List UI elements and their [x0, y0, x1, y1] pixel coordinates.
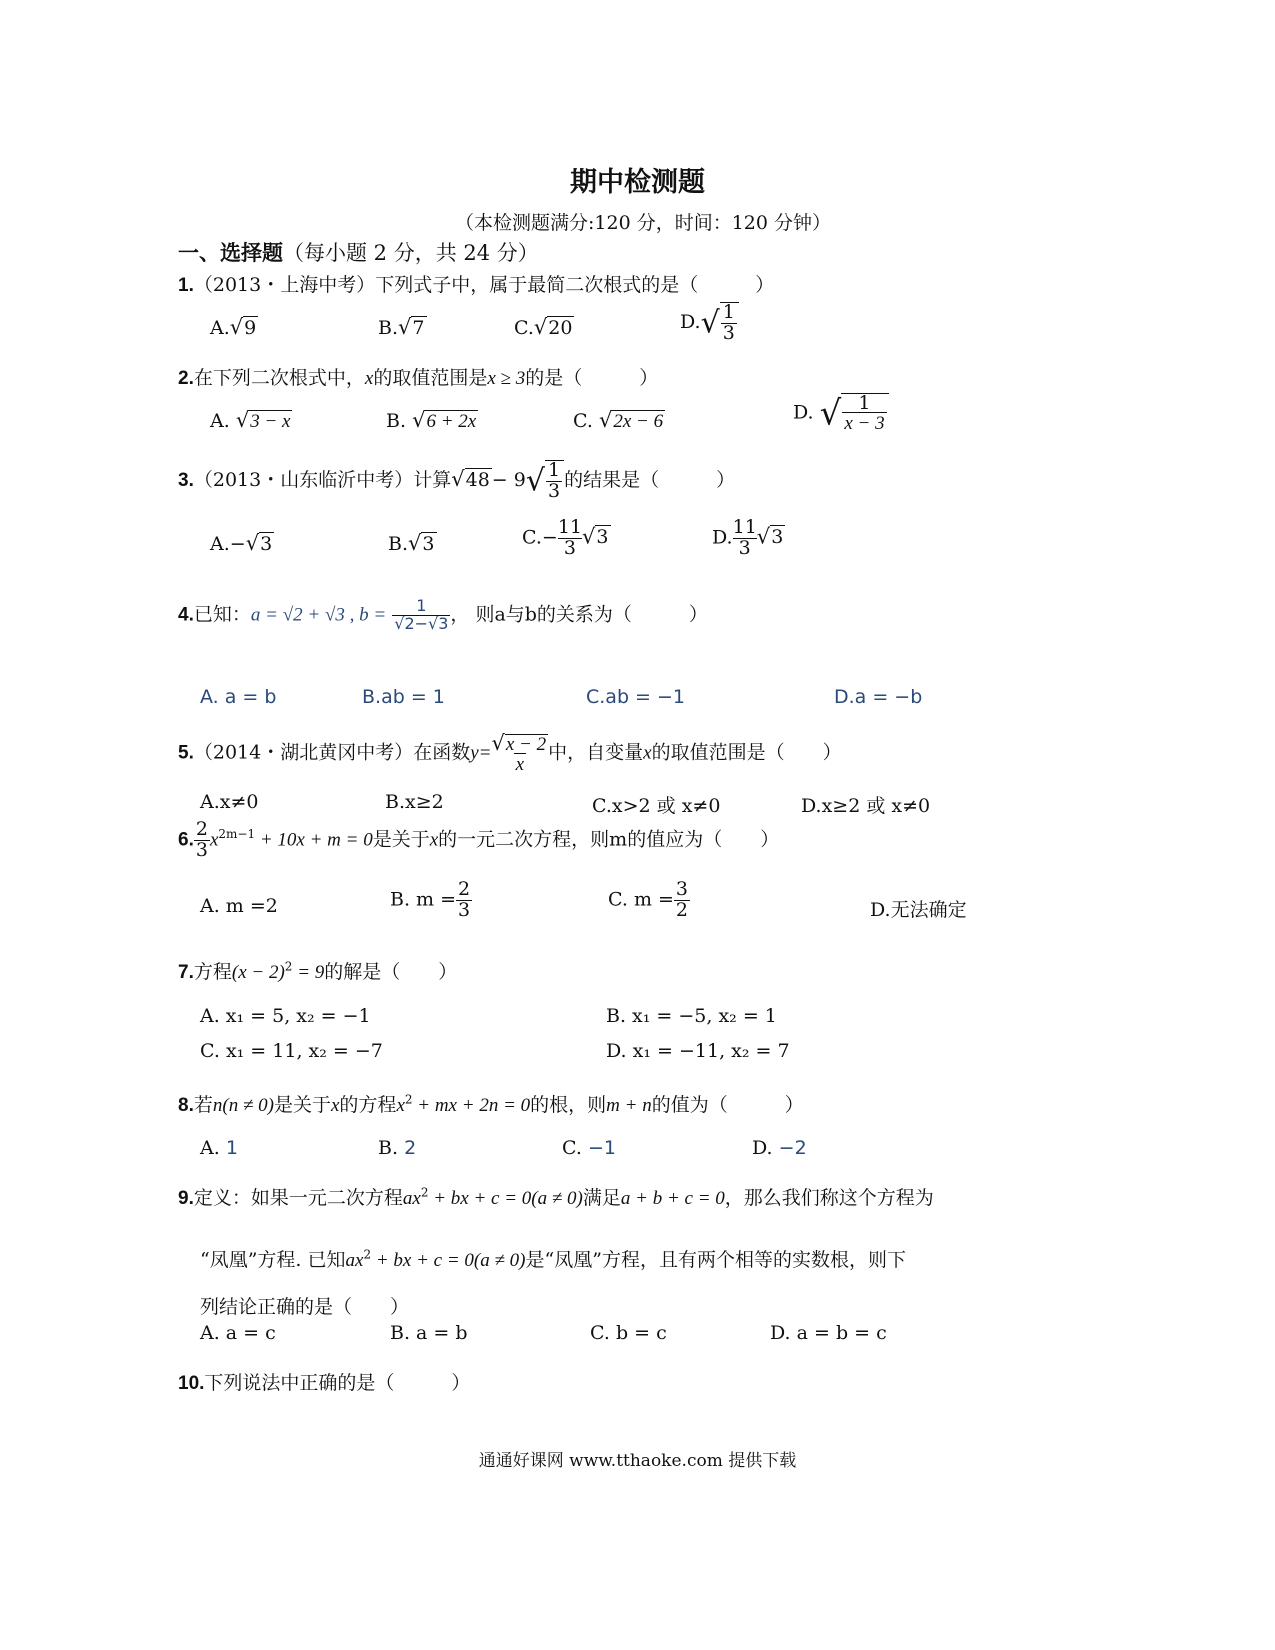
q4-option-d: D.a = −b	[834, 686, 923, 708]
radicand: 20	[548, 317, 573, 339]
question-text: 的根，则	[530, 1094, 607, 1116]
q3-option-c: C.− $\frac{11}{3}$ √3	[522, 516, 609, 559]
q9-option-a: A. a = c	[200, 1322, 276, 1344]
question-text: 是关于	[273, 1094, 331, 1116]
question-number: 10.	[178, 1373, 205, 1394]
expression: n(n ≠ 0)	[212, 1095, 274, 1116]
exponent: 2	[284, 959, 293, 974]
q9-option-b: B. a = b	[390, 1322, 468, 1344]
question-9-line-3: 列结论正确的是（ ）	[200, 1296, 410, 1318]
expression: + bx + c = 0(a ≠ 0)	[428, 1188, 583, 1209]
q7-option-a: A. x₁ = 5, x₂ = −1	[200, 1005, 371, 1027]
radicand: 3	[596, 526, 609, 549]
radicand: 3	[422, 533, 435, 555]
question-text: （2013・上海中考）下列式子中，属于最简二次根式的是（ ）	[193, 274, 775, 296]
question-text: 在下列二次根式中，	[193, 367, 365, 389]
q6-option-c: C. m = $\frac{3}{2}$	[608, 878, 689, 921]
question-text: 的方程	[339, 1094, 397, 1116]
option-label: B.	[388, 533, 409, 555]
variable: x	[364, 368, 374, 389]
fraction: $\frac{√x - 2}{x}$	[491, 731, 547, 775]
question-9	[178, 1183, 934, 1210]
option-label: D.	[793, 401, 814, 424]
question-number: 1.	[178, 275, 194, 296]
q5-option-a: A.x≠0	[200, 791, 259, 813]
section-title: 一、选择题	[178, 241, 283, 265]
option-label: D.	[680, 310, 701, 333]
question-7	[178, 957, 457, 984]
question-number: 8.	[178, 1095, 194, 1116]
fraction: $\frac{1}{3}$	[720, 302, 739, 344]
q1-option-c: C.√20	[514, 315, 573, 339]
question-text: ，那么我们称这个方程为	[724, 1187, 934, 1209]
section-note: （每小题 2 分，共 24 分）	[283, 241, 539, 265]
q7-option-b: B. x₁ = −5, x₂ = 1	[606, 1005, 777, 1027]
q1-option-b: B.√7	[378, 315, 425, 339]
question-1	[178, 270, 774, 297]
exponent: 2	[363, 1247, 372, 1262]
variable: x	[643, 742, 652, 764]
question-text: 方程	[193, 961, 232, 983]
fraction: $\frac{1}{3}$	[545, 460, 564, 502]
expression: − 9	[491, 468, 526, 491]
expression: + bx + c = 0(a ≠ 0)	[371, 1250, 526, 1271]
section-heading	[178, 237, 539, 267]
question-number: 6.	[178, 829, 194, 851]
expression: + mx + 2n = 0	[412, 1095, 531, 1116]
radicand: 3	[771, 526, 784, 549]
question-text: 的一元二次方程，则m的值应为（ ）	[438, 828, 780, 851]
question-number: 7.	[178, 962, 194, 983]
question-text: 是“凤凰”方程，且有两个相等的实数根，则下	[525, 1249, 906, 1271]
question-number: 4.	[178, 604, 194, 626]
expression: y=	[470, 742, 492, 764]
q2-option-c: C. √2x − 6	[573, 408, 664, 432]
question-text: “凤凰”方程. 已知	[200, 1249, 346, 1271]
fraction: $\frac{11}{3}$	[732, 516, 757, 559]
q1-option-a: A.√9	[210, 315, 257, 339]
option-label: D.	[712, 526, 733, 549]
question-text: （2014・湖北黄冈中考）在函数	[193, 741, 471, 764]
q1-option-d: D.√ $\frac{1}{3}$	[680, 302, 739, 344]
question-text: 的结果是（ ）	[564, 468, 736, 491]
fraction: $\frac{3}{2}$	[675, 878, 689, 921]
option-label: A.	[210, 317, 230, 339]
question-text: 的取值范围是	[373, 367, 488, 389]
page-footer: 通通好课网 www.tthaoke.com 提供下载	[478, 1451, 797, 1471]
option-label: B.	[386, 410, 407, 432]
question-9-line-2	[200, 1245, 906, 1272]
option-label: A.	[210, 410, 230, 432]
exponent: 2m−1	[218, 827, 256, 842]
q6-option-d: D.无法确定	[870, 899, 967, 921]
option-label: C.	[573, 410, 593, 432]
q8-option-a: A. 1	[200, 1137, 238, 1159]
question-text: ， 则a与b的关系为（ ）	[450, 603, 708, 626]
q3-option-a: A.−√3	[210, 531, 273, 555]
q7-option-c: C. x₁ = 11, x₂ = −7	[200, 1040, 383, 1062]
question-text: 的值为（ ）	[651, 1094, 804, 1116]
fraction: $\frac{2}{3}$	[195, 818, 208, 861]
q4-option-a: A. a = b	[200, 686, 277, 708]
q9-option-c: C. b = c	[590, 1322, 667, 1344]
option-label: C.	[514, 317, 534, 339]
question-5	[178, 732, 842, 775]
question-number: 9.	[178, 1188, 194, 1209]
radicand: 9	[244, 317, 257, 339]
exponent: 2	[420, 1185, 429, 1200]
expression: (x − 2)	[231, 962, 285, 983]
radicand: 7	[412, 317, 425, 339]
expression: m + n	[606, 1095, 652, 1116]
question-text: 的取值范围是（ ）	[651, 741, 842, 764]
fraction: $\frac{1}{x - 3}$	[841, 393, 888, 434]
question-number: 5.	[178, 742, 194, 764]
expression: x	[209, 829, 219, 851]
option-label: A.	[210, 533, 230, 555]
expression: a + b + c = 0	[620, 1188, 725, 1209]
expression: x	[396, 1095, 405, 1116]
question-text: 满足	[582, 1187, 621, 1209]
radicand: 3	[260, 533, 273, 555]
question-text: 定义：如果一元二次方程	[193, 1187, 403, 1209]
q2-option-d: D. √ $\frac{1}{x - 3}$	[793, 393, 889, 434]
q6-option-a: A. m =2	[200, 895, 278, 917]
q2-option-b: B. √6 + 2x	[386, 408, 477, 432]
q3-option-b: B.√3	[388, 531, 435, 555]
radicand: 48	[465, 468, 490, 491]
expression: = 9	[292, 962, 325, 983]
question-3: 3.（2013・山东临沂中考）计算√48 − 9√ $\frac{1}{3}$ 的结果是（ ）	[178, 459, 736, 502]
question-text: 若	[193, 1094, 213, 1116]
fraction: $\frac{1}{√2-√3}$	[394, 596, 449, 633]
question-text: 中，自变量	[548, 741, 644, 764]
question-2	[178, 363, 658, 390]
q5-option-c: C.x>2 或 x≠0	[592, 795, 721, 817]
exponent: 2	[404, 1092, 413, 1107]
question-text: 下列说法中正确的是（ ）	[204, 1372, 471, 1394]
variable: x	[330, 1095, 340, 1116]
fraction: $\frac{2}{3}$	[458, 878, 471, 921]
radicand: 6 + 2x	[426, 411, 477, 432]
variable: x	[429, 829, 439, 851]
expression: a = √2 + √3 , b =	[250, 604, 387, 626]
fraction: $\frac{11}{3}$	[557, 516, 583, 559]
q2-option-a: A. √3 − x	[210, 408, 291, 432]
option-label: B.	[378, 317, 399, 339]
q3-option-d: D. $\frac{11}{3}$ √3	[712, 516, 784, 559]
page-subtitle: （本检测题满分:120 分，时间：120 分钟）	[455, 212, 832, 234]
radicand: 3 − x	[250, 411, 291, 432]
question-number: 3.	[178, 469, 194, 491]
expression: ax	[402, 1188, 421, 1209]
q7-option-d: D. x₁ = −11, x₂ = 7	[606, 1040, 790, 1062]
q9-option-d: D. a = b = c	[770, 1322, 887, 1344]
condition: x ≥ 3	[487, 368, 526, 389]
question-number: 2.	[178, 368, 194, 389]
q6-option-b: B. m = $\frac{2}{3}$	[390, 878, 471, 921]
question-text: 是关于	[372, 828, 430, 851]
q4-option-c: C.ab = −1	[586, 686, 686, 708]
q5-option-d: D.x≥2 或 x≠0	[801, 795, 931, 817]
radicand: 2x − 6	[613, 411, 664, 432]
q5-option-b: B.x≥2	[385, 791, 444, 813]
question-text: （2013・山东临沂中考）计算	[193, 468, 452, 491]
page-title: 期中检测题	[570, 167, 705, 198]
question-6	[178, 820, 779, 861]
question-text: 的是（ ）	[525, 367, 659, 389]
expression: + 10x + m = 0	[255, 829, 373, 851]
q8-option-c: C. −1	[562, 1137, 616, 1159]
q8-option-b: B. 2	[378, 1137, 417, 1159]
question-text: 的解是（ ）	[324, 961, 458, 983]
question-8	[178, 1090, 804, 1117]
q8-option-d: D. −2	[752, 1137, 807, 1159]
question-text: 已知：	[193, 603, 251, 626]
expression: ax	[345, 1250, 364, 1271]
question-10	[178, 1368, 470, 1395]
q4-option-b: B.ab = 1	[362, 686, 445, 708]
option-label: C.	[522, 526, 542, 549]
question-4	[178, 598, 708, 633]
